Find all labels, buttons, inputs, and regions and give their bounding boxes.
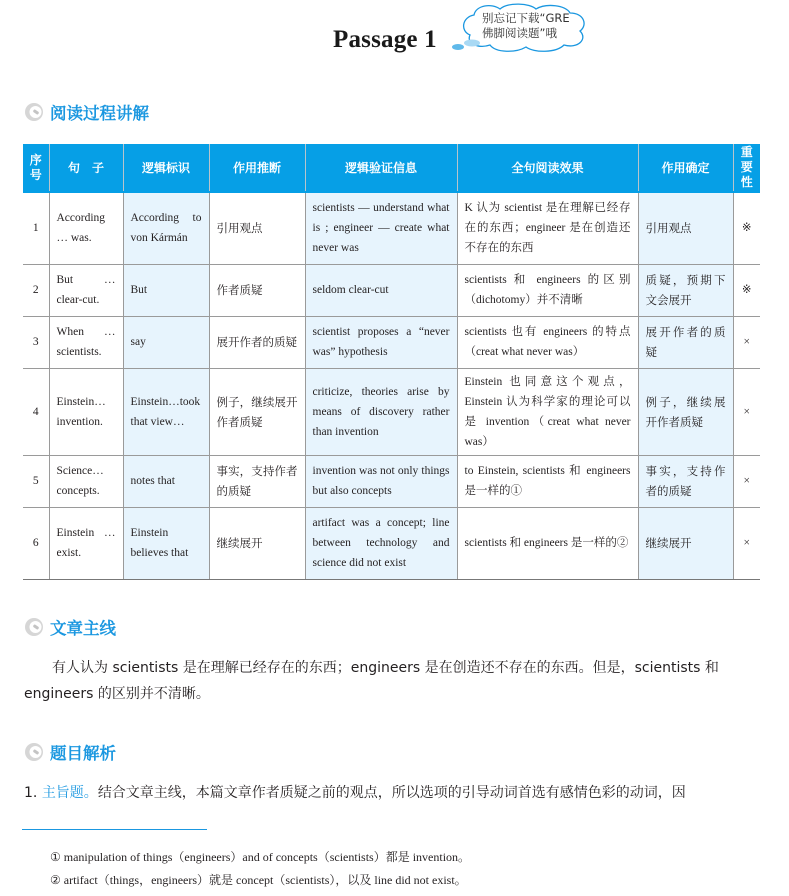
- row-importance: ×: [733, 507, 760, 579]
- header-logic-verify: 逻辑验证信息: [305, 144, 457, 192]
- row-verify: scientist proposes a “never was” hypothesis: [305, 316, 457, 368]
- row-verify: scientists — understand what is ; engineer — create what never was: [305, 192, 457, 264]
- section-main-line: [24, 615, 116, 639]
- row-effect: K 认为 scientist 是在理解已经存在的东西；engineer 是在创造还不存在的东西: [457, 192, 638, 264]
- question-type: 主旨题。: [41, 785, 98, 801]
- row-confirm: 质疑，预期下文会展开: [638, 264, 733, 316]
- row-num: 4: [23, 368, 49, 455]
- row-num: 2: [23, 264, 49, 316]
- row-guess: 展开作者的质疑: [209, 316, 305, 368]
- row-marker: Einstein believes that: [123, 507, 209, 579]
- table-row: [23, 316, 760, 368]
- passage-title: Passage 1: [333, 26, 437, 53]
- row-guess: 事实，支持作者的质疑: [209, 455, 305, 507]
- row-effect: scientists 和 engineers 的区别（dichotomy）并不清晰: [457, 264, 638, 316]
- table-row: [23, 507, 760, 579]
- row-sentence: Einstein… invention.: [49, 368, 123, 455]
- row-importance: ※: [733, 192, 760, 264]
- table-row: [23, 264, 760, 316]
- row-effect: scientists 也有 engineers 的特点（creat what never was）: [457, 316, 638, 368]
- section-pencil-icon: [24, 617, 44, 637]
- section-reading-process: [24, 100, 149, 124]
- header-num: 序 号: [23, 144, 49, 192]
- table-row: [23, 455, 760, 507]
- row-guess: 继续展开: [209, 507, 305, 579]
- header-full-effect: 全句阅读效果: [457, 144, 638, 192]
- section-pencil-icon: [24, 742, 44, 762]
- row-confirm: 例子，继续展开作者质疑: [638, 368, 733, 455]
- main-line-text: 有人认为 scientists 是在理解已经存在的东西；engineers 是在创造还不存在的东西。但是，scientists 和 engineers 的区别并不清晰。: [24, 660, 719, 702]
- main-line-paragraph: [24, 655, 764, 707]
- section-title: 阅读过程讲解: [50, 104, 149, 123]
- row-verify: criticize, theories arise by means of discovery rather than invention: [305, 368, 457, 455]
- row-sentence: When … scientists.: [49, 316, 123, 368]
- question-text: 结合文章主线，本篇文章作者质疑之前的观点，所以选项的引导动词首选有感情色彩的动词，因: [97, 785, 686, 801]
- row-confirm: 引用观点: [638, 192, 733, 264]
- row-marker: According to von Kármán: [123, 192, 209, 264]
- footnote-divider: [22, 829, 207, 830]
- header-function-confirm: 作用确定: [638, 144, 733, 192]
- header-function-guess: 作用推断: [209, 144, 305, 192]
- download-reminder-bubble: [452, 3, 592, 51]
- row-sentence: Einstein … exist.: [49, 507, 123, 579]
- table-header-row: [23, 144, 760, 192]
- footnote-1: ① manipulation of things（engineers）and of concepts（scientists）都是 invention。: [50, 850, 471, 864]
- row-sentence: But … clear-cut.: [49, 264, 123, 316]
- row-num: 1: [23, 192, 49, 264]
- header-importance: 重 要 性: [733, 144, 760, 192]
- row-effect: scientists 和 engineers 是一样的②: [457, 507, 638, 579]
- row-guess: 引用观点: [209, 192, 305, 264]
- header-logic-marker: 逻辑标识: [123, 144, 209, 192]
- question-1: [24, 782, 686, 802]
- row-marker: say: [123, 316, 209, 368]
- row-effect: Einstein 也同意这个观点，Einstein 认为科学家的理论可以是 invention（creat what never was）: [457, 368, 638, 455]
- footnote-2: ② artifact（things，engineers）就是 concept（scientists），以及 line did not exist。: [50, 873, 467, 887]
- row-marker: But: [123, 264, 209, 316]
- row-guess: 作者质疑: [209, 264, 305, 316]
- section-question-analysis: [24, 740, 116, 764]
- table-row: [23, 368, 760, 455]
- row-confirm: 事实，支持作者的质疑: [638, 455, 733, 507]
- row-confirm: 继续展开: [638, 507, 733, 579]
- footnotes: [50, 846, 470, 892]
- row-effect: to Einstein, scientists 和 engineers 是一样的①: [457, 455, 638, 507]
- reading-analysis-table: [23, 144, 760, 580]
- row-num: 3: [23, 316, 49, 368]
- table-row: [23, 192, 760, 264]
- row-importance: ×: [733, 316, 760, 368]
- header-sentence: 句 子: [49, 144, 123, 192]
- row-importance: ※: [733, 264, 760, 316]
- section-pencil-icon: [24, 102, 44, 122]
- row-sentence: According … was.: [49, 192, 123, 264]
- row-confirm: 展开作者的质疑: [638, 316, 733, 368]
- question-number: 1.: [24, 785, 38, 801]
- row-importance: ×: [733, 455, 760, 507]
- row-guess: 例子，继续展开作者质疑: [209, 368, 305, 455]
- row-num: 6: [23, 507, 49, 579]
- row-verify: invention was not only things but also concepts: [305, 455, 457, 507]
- row-verify: seldom clear-cut: [305, 264, 457, 316]
- row-marker: notes that: [123, 455, 209, 507]
- section-title: 题目解析: [50, 744, 116, 763]
- row-num: 5: [23, 455, 49, 507]
- row-marker: Einstein…took that view…: [123, 368, 209, 455]
- row-verify: artifact was a concept; line between technology and science did not exist: [305, 507, 457, 579]
- bubble-line-1: 别忘记下载“GRE: [482, 11, 570, 25]
- row-sentence: Science… concepts.: [49, 455, 123, 507]
- section-title: 文章主线: [50, 619, 116, 638]
- row-importance: ×: [733, 368, 760, 455]
- bubble-line-2: 佛脚阅读题”哦: [482, 26, 557, 40]
